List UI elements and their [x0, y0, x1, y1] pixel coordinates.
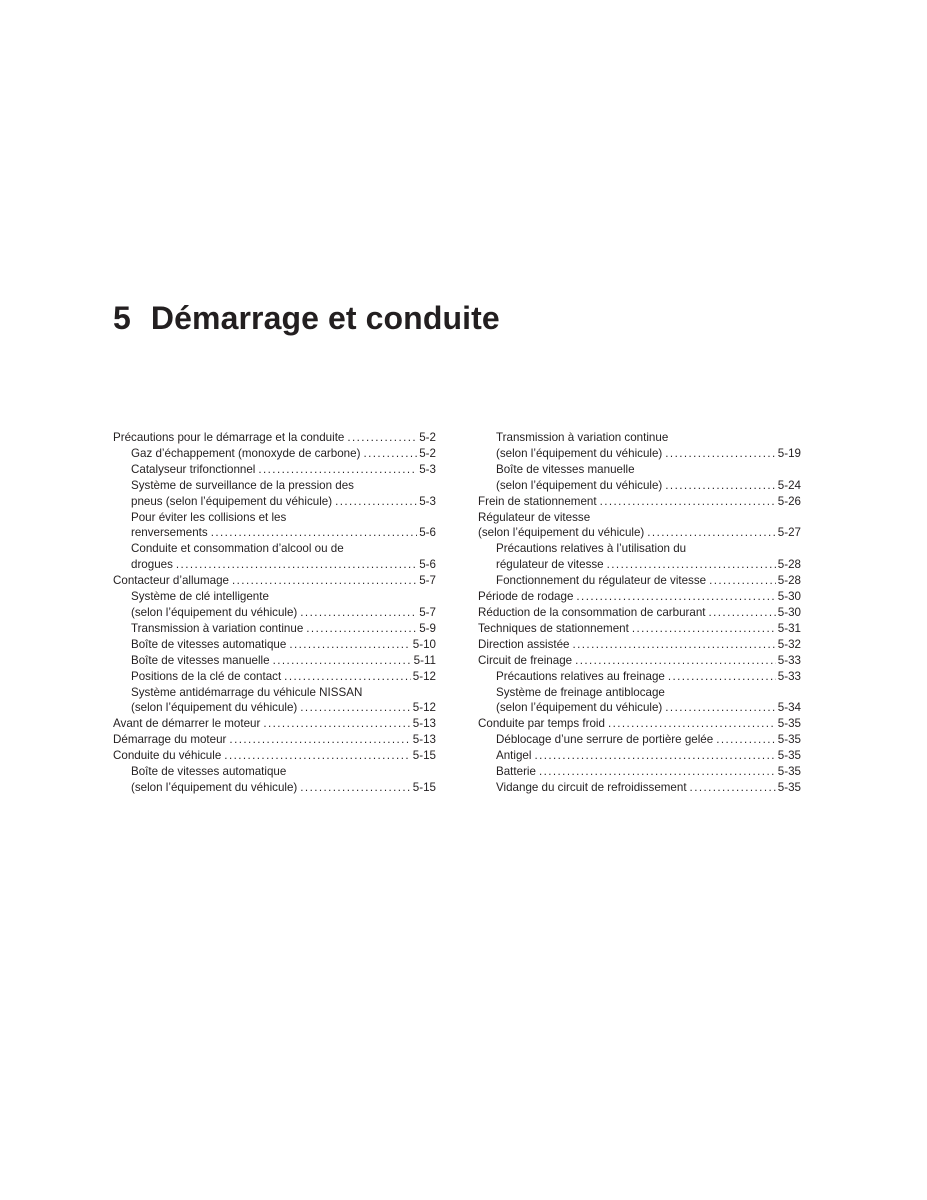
toc-entry-title-line: (selon l’équipement du véhicule) [131, 780, 298, 794]
toc-page-number: 5-10 [412, 637, 436, 651]
toc-entry[interactable] [478, 573, 801, 589]
toc-page-number: 5-19 [777, 446, 801, 460]
toc-page-number: 5-24 [777, 478, 801, 492]
toc-entry-row [113, 748, 436, 764]
dot-leader [600, 494, 776, 510]
toc-entry[interactable] [478, 430, 801, 462]
dot-leader [709, 605, 776, 621]
toc-entry-row [478, 621, 801, 637]
toc-page-number: 5-26 [777, 494, 801, 508]
dot-leader [608, 716, 776, 732]
toc-entry-row [131, 621, 436, 637]
toc-entry-row [113, 716, 436, 732]
toc-entry-title-line: Boîte de vitesses automatique [131, 637, 287, 651]
toc-column-right [478, 430, 801, 796]
toc-entry-title-line: Fonctionnement du régulateur de vitesse [496, 574, 707, 588]
dot-leader [607, 557, 776, 573]
toc-page-number: 5-12 [412, 701, 436, 715]
toc-entry[interactable] [113, 589, 436, 621]
dot-leader [665, 478, 776, 494]
toc-entry[interactable] [113, 748, 436, 764]
toc-entry[interactable] [478, 621, 801, 637]
dot-leader [224, 748, 410, 764]
toc-page-number: 5-35 [777, 765, 801, 779]
chapter-title [113, 296, 500, 340]
toc-entry-row [113, 573, 436, 589]
toc-entry-row [131, 525, 436, 541]
dot-leader [665, 446, 776, 462]
toc-entry[interactable] [478, 494, 801, 510]
toc-entry-title-line: Contacteur d’allumage [113, 574, 230, 588]
toc-page-number: 5-28 [777, 558, 801, 572]
toc-entry-title-line: Vidange du circuit de refroidissement [496, 780, 687, 794]
toc-entry-title-line: Boîte de vitesses manuelle [496, 462, 635, 476]
toc-entry-row [496, 700, 801, 716]
toc-entry-row [496, 669, 801, 685]
toc-page-number: 5-12 [412, 669, 436, 683]
dot-leader [668, 669, 776, 685]
toc-page-number: 5-2 [419, 446, 436, 460]
toc-entry-title-line: Transmission à variation continue [496, 431, 669, 444]
toc-entry-row [478, 637, 801, 653]
toc-entry[interactable] [113, 430, 436, 446]
toc-entry[interactable] [478, 605, 801, 621]
dot-leader [306, 621, 417, 637]
dot-leader [176, 557, 417, 573]
dot-leader [575, 653, 776, 669]
toc-page-number: 5-30 [777, 605, 801, 619]
toc-entry-title-line: (selon l’équipement du véhicule) [496, 446, 663, 460]
toc-entry-row [496, 478, 801, 494]
toc-page-number: 5-13 [412, 733, 436, 747]
dot-leader [632, 621, 776, 637]
toc-entry-title-line: Boîte de vitesses automatique [131, 765, 287, 779]
toc-page-number: 5-15 [412, 749, 436, 763]
toc-page-number: 5-30 [777, 590, 801, 604]
toc-entry-title-line: Régulateur de vitesse [478, 510, 591, 524]
toc-entry[interactable] [478, 589, 801, 605]
dot-leader [335, 494, 417, 510]
toc-page-number: 5-28 [777, 574, 801, 588]
toc-entry[interactable] [478, 462, 801, 494]
toc-entry-row [478, 716, 801, 732]
toc-entry[interactable] [478, 541, 801, 573]
toc-entry-row [496, 780, 801, 796]
toc-entry-title-line: Positions de la clé de contact [131, 669, 282, 683]
toc-entry-title-line: Période de rodage [478, 590, 574, 604]
dot-leader [300, 700, 411, 716]
toc-entry-title-line: Déblocage d’une serrure de portière gelée [496, 733, 714, 747]
dot-leader [211, 525, 418, 541]
toc-page-number: 5-7 [419, 605, 436, 619]
toc-page-number: 5-32 [777, 637, 801, 651]
toc-entry[interactable] [478, 510, 801, 542]
toc-page-number: 5-11 [413, 653, 436, 667]
toc-entry[interactable] [478, 748, 801, 764]
toc-entry-row [131, 446, 436, 462]
toc-entry-title-line: Précautions pour le démarrage et la conduite [113, 431, 345, 444]
toc-entry-title-line: Techniques de stationnement [478, 621, 629, 635]
dot-leader [232, 573, 417, 589]
toc-page-number: 5-15 [412, 780, 436, 794]
toc-page-number: 5-6 [419, 526, 436, 540]
toc-entry-row [131, 462, 436, 478]
toc-entry-row [131, 494, 436, 510]
toc-entry-row [496, 557, 801, 573]
dot-leader [576, 589, 775, 605]
toc-entry-title-line: Transmission à variation continue [131, 621, 304, 635]
toc-entry-title-line: Circuit de freinage [478, 653, 573, 667]
dot-leader [300, 605, 417, 621]
toc-entry-row [478, 605, 801, 621]
toc-entry[interactable] [113, 510, 436, 542]
toc-entry[interactable] [478, 716, 801, 732]
toc-entry-row [131, 700, 436, 716]
toc-entry-title-line: Conduite du véhicule [113, 749, 222, 763]
chapter-title-text: Démarrage et conduite [150, 300, 500, 336]
toc-entry-row [131, 653, 436, 669]
dot-leader [709, 573, 776, 589]
toc-entry[interactable] [113, 621, 436, 637]
toc-entry[interactable] [113, 478, 436, 510]
toc-entry[interactable] [113, 541, 436, 573]
chapter-number: 5 [113, 300, 131, 336]
toc-entry-title-line: Précautions relatives à l’utilisation du [496, 542, 687, 556]
toc-entry[interactable] [478, 685, 801, 717]
toc-entry-row [478, 589, 801, 605]
toc-entry-row [478, 525, 801, 541]
toc-entry-title-line: Catalyseur trifonctionnel [131, 462, 256, 476]
toc-page-number: 5-33 [777, 653, 801, 667]
toc-entry-title-line: Précautions relatives au freinage [496, 669, 665, 683]
dot-leader [347, 430, 417, 446]
toc-page-number: 5-31 [777, 621, 801, 635]
toc-page-number: 5-27 [777, 526, 801, 540]
toc-entry-title-line: pneus (selon l’équipement du véhicule) [131, 494, 333, 508]
dot-leader [690, 780, 776, 796]
toc-page-number: 5-34 [777, 701, 801, 715]
toc-entry-title-line: Avant de démarrer le moteur [113, 717, 261, 731]
toc-page-number: 5-3 [419, 462, 436, 476]
toc-entry[interactable] [113, 764, 436, 796]
toc-entry[interactable] [113, 462, 436, 478]
toc-entry-title-line: Antigel [496, 749, 532, 763]
toc-entry[interactable] [113, 716, 436, 732]
toc-entry-title-line: régulateur de vitesse [496, 558, 604, 572]
toc-entry-title-line: Boîte de vitesses manuelle [131, 653, 270, 667]
toc-entry-row [496, 764, 801, 780]
toc-entry[interactable] [113, 669, 436, 685]
toc-entry-title-line: (selon l’équipement du véhicule) [478, 526, 645, 540]
toc-page-number: 5-35 [777, 717, 801, 731]
dot-leader [284, 669, 411, 685]
dot-leader [289, 637, 410, 653]
dot-leader [647, 525, 776, 541]
dot-leader [534, 748, 775, 764]
toc-page-number: 5-2 [419, 431, 436, 444]
toc-entry-title-line: Batterie [496, 765, 536, 779]
dot-leader [263, 716, 410, 732]
toc-entry-title-line: Système de surveillance de la pression des [131, 478, 354, 492]
toc-entry-title-line: renversements [131, 526, 208, 540]
toc-entry-row [496, 732, 801, 748]
toc-entry-title-line: drogues [131, 558, 173, 572]
toc-entry[interactable] [113, 446, 436, 462]
toc-page-number: 5-7 [419, 574, 436, 588]
toc-entry-title-line: Pour éviter les collisions et les [131, 510, 287, 524]
toc-entry-row [496, 573, 801, 589]
toc-entry[interactable] [113, 732, 436, 748]
dot-leader [665, 700, 776, 716]
toc-entry-row [131, 557, 436, 573]
toc-entry-title-line: (selon l’équipement du véhicule) [496, 701, 663, 715]
toc-page-number: 5-35 [777, 733, 801, 747]
toc-entry-row [131, 605, 436, 621]
dot-leader [716, 732, 776, 748]
toc-page-number: 5-33 [777, 669, 801, 683]
dot-leader [573, 637, 776, 653]
toc-entry[interactable] [113, 653, 436, 669]
toc-entry-title-line: Système de freinage antiblocage [496, 685, 665, 699]
dot-leader [273, 653, 412, 669]
toc-entry[interactable] [113, 637, 436, 653]
toc-entry-row [113, 430, 436, 446]
dot-leader [229, 732, 410, 748]
toc-entry[interactable] [113, 685, 436, 717]
toc-page-number: 5-6 [419, 558, 436, 572]
toc-entry-title-line: Réduction de la consommation de carburant [478, 605, 706, 619]
toc-column-left [113, 430, 436, 796]
toc-page-number: 5-35 [777, 780, 801, 794]
toc-entry-row [496, 748, 801, 764]
dot-leader [300, 780, 411, 796]
toc-page-number: 5-13 [412, 717, 436, 731]
toc-entry[interactable] [478, 669, 801, 685]
toc-entry-title-line: Direction assistée [478, 637, 570, 651]
toc-entry[interactable] [113, 573, 436, 589]
toc-entry-title-line: Démarrage du moteur [113, 733, 227, 747]
dot-leader [363, 446, 417, 462]
toc-entry-title-line: Système antidémarrage du véhicule NISSAN [131, 685, 363, 699]
toc-entry-row [478, 653, 801, 669]
toc-entry-row [478, 494, 801, 510]
toc-entry-title-line: Gaz d’échappement (monoxyde de carbone) [131, 446, 361, 460]
toc-page-number: 5-3 [419, 494, 436, 508]
dot-leader [258, 462, 417, 478]
toc-entry-row [496, 446, 801, 462]
toc-entry-title-line: Système de clé intelligente [131, 590, 269, 604]
toc-entry-title-line: (selon l’équipement du véhicule) [496, 478, 663, 492]
toc-page-number: 5-35 [777, 749, 801, 763]
toc-entry-title-line: (selon l’équipement du véhicule) [131, 701, 298, 715]
toc-entry-row [131, 780, 436, 796]
toc-page-number: 5-9 [419, 621, 436, 635]
toc-entry-row [131, 637, 436, 653]
toc-entry-row [131, 669, 436, 685]
toc-entry[interactable] [478, 637, 801, 653]
toc-entry[interactable] [478, 780, 801, 796]
toc-entry-title-line: (selon l’équipement du véhicule) [131, 605, 298, 619]
toc-entry-row [113, 732, 436, 748]
toc-entry[interactable] [478, 732, 801, 748]
toc-entry-title-line: Conduite par temps froid [478, 717, 605, 731]
dot-leader [539, 764, 776, 780]
toc-entry[interactable] [478, 653, 801, 669]
toc-entry[interactable] [478, 764, 801, 780]
toc-entry-title-line: Conduite et consommation d’alcool ou de [131, 542, 344, 556]
toc-entry-title-line: Frein de stationnement [478, 494, 597, 508]
